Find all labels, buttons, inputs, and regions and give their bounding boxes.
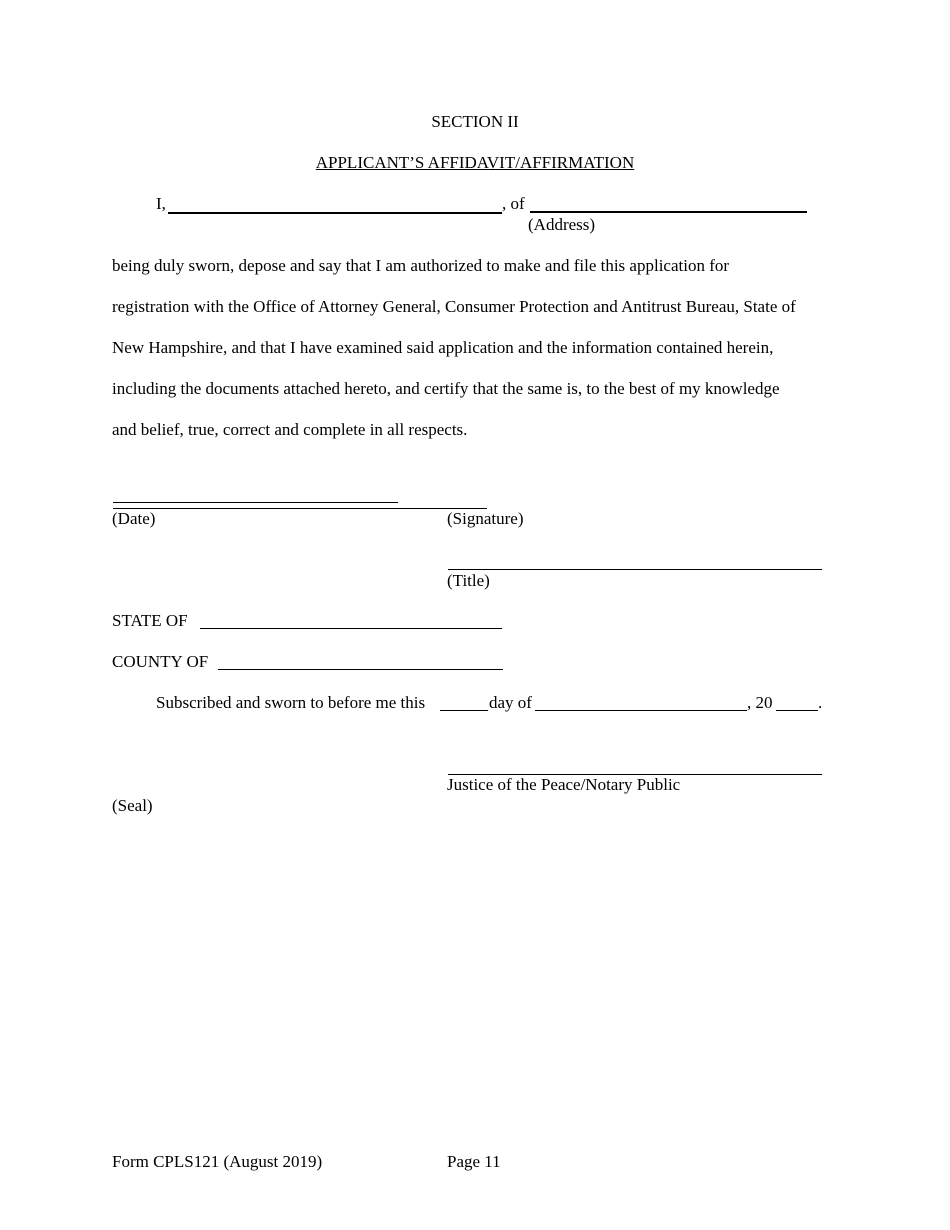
body-line-5: and belief, true, correct and complete in all respects. <box>112 420 468 439</box>
period-text: . <box>818 693 823 712</box>
subscribed-text: Subscribed and sworn to before me this <box>156 693 426 712</box>
affidavit-title: APPLICANT’S AFFIDAVIT/AFFIRMATION <box>315 153 635 172</box>
signature-label: (Signature) <box>447 509 524 528</box>
state-label: STATE OF <box>112 611 188 630</box>
notary-label: Justice of the Peace/Notary Public <box>447 775 681 794</box>
form-footer: Form CPLS121 (August 2019) <box>112 1152 323 1171</box>
intro-prefix: I, <box>156 194 166 213</box>
body-line-3: New Hampshire, and that I have examined said application and the information contained herein, <box>112 338 774 357</box>
intro-of-text: , of <box>502 194 525 213</box>
seal-label: (Seal) <box>112 796 153 815</box>
body-line-2: registration with the Office of Attorney General, Consumer Protection and Antitrust Bureau, State of <box>112 297 796 316</box>
body-line-1: being duly sworn, depose and say that I am authorized to make and file this application for <box>112 256 730 275</box>
title-field[interactable] <box>448 569 822 570</box>
address-label: (Address) <box>528 215 596 234</box>
year-prefix-text: , 20 <box>747 693 773 712</box>
day-of-text: day of <box>489 693 532 712</box>
month-field[interactable] <box>535 710 747 711</box>
day-field[interactable] <box>440 710 488 711</box>
date-field[interactable] <box>113 502 398 503</box>
page-number: Page 11 <box>447 1152 501 1171</box>
county-label: COUNTY OF <box>112 652 209 671</box>
signature-field[interactable] <box>113 508 487 509</box>
title-label: (Title) <box>447 571 490 590</box>
section-heading: SECTION II <box>431 112 519 131</box>
state-field[interactable] <box>200 628 502 629</box>
county-field[interactable] <box>218 669 503 670</box>
body-line-4: including the documents attached hereto, and certify that the same is, to the best of my knowledge <box>112 379 780 398</box>
date-label: (Date) <box>112 509 156 528</box>
applicant-name-field[interactable] <box>168 212 502 214</box>
year-field[interactable] <box>776 710 818 711</box>
applicant-address-field[interactable] <box>530 211 807 213</box>
